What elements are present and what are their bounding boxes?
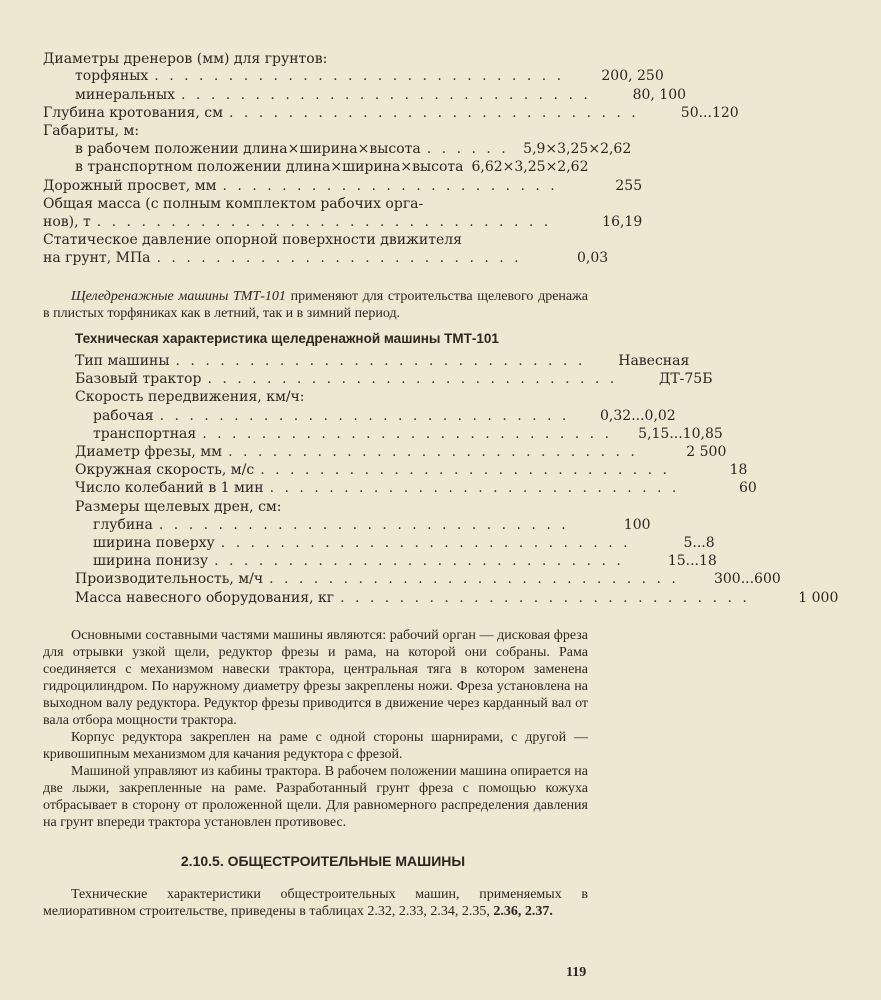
drain-diameters-heading: Диаметры дренеров (мм) для грунтов: bbox=[43, 51, 328, 67]
section-title: 2.10.5. ОБЩЕСТРОИТЕЛЬНЫЕ МАШИНЫ bbox=[180, 853, 466, 869]
paragraph-components: Основными составными частями машины являются: рабочий орган — дисковая фреза для отрывки узкой щели, редуктор фрезы и рама, на которой они собраны. Рама соединяется с механизмом навески трактора, центральная тяга в котором заменена гидроцилиндром. По наружному диаметру фрезы закреплены ножи. Фреза установлена на выходном валу редуктора. Редуктор фрезы приводится в движение через карданный вал от вала отбора мощности трактора. bbox=[43, 628, 588, 728]
total-mass-label-line1: Общая масса (с полным комплектом рабочих орга- bbox=[43, 196, 424, 212]
spec-row-transport-position: в транспортном положении длина×ширина×высота 6,62×3,25×2,62 bbox=[75, 159, 589, 175]
table-row-label: Базовый трактор bbox=[75, 371, 202, 388]
pressure-label-line1: Статическое давление опорной поверхности движителя bbox=[43, 232, 463, 248]
dimensions-heading: Габариты, м: bbox=[43, 123, 140, 139]
spec-row-work-position: в рабочем положении длина×ширина×высота . . . . . . 5,9×3,25×2,62 bbox=[75, 141, 632, 157]
table-row-value: ДТ-75Б bbox=[658, 371, 713, 388]
table-row: рабочая . . . . . . . . . . . . . . . . . . . . . . . . . . . . 0,32...0,02 bbox=[75, 407, 585, 425]
table-row-value: Навесная bbox=[618, 353, 690, 369]
intro-paragraph: Щеледренажные машины ТМТ-101 применяют для строительства щелевого дренажа в плистых торфяниках как в летний, так и в зимний период. bbox=[43, 289, 588, 321]
table-row-value: 0,32...0,02 bbox=[600, 407, 676, 424]
table-row: Производительность, м/ч . . . . . . . . . . . . . . . . . . . . . . . . . . . . 300...600 bbox=[75, 570, 585, 588]
table-title: Техническая характеристика щеледренажной машины ТМТ-101 bbox=[75, 331, 499, 346]
table-row bbox=[75, 498, 585, 516]
table-row-value: 100 bbox=[623, 516, 651, 533]
spec-row-mineral: минеральных . . . . . . . . . . . . . . . . . . . . . . . . . . . . 80, 100 bbox=[75, 87, 687, 103]
table-row: ширина поверху . . . . . . . . . . . . . . . . . . . . . . . . . . . . 5...8 bbox=[75, 534, 585, 552]
paragraph-gearbox: Корпус редуктора закреплен на раме с одной стороны шарнирами, с другой — кривошипным механизмом для качания редуктора с фрезой. bbox=[43, 730, 588, 762]
spec-row-mole-depth: Глубина кротования, см . . . . . . . . . . . . . . . . . . . . . . . . . . . . 50...120 bbox=[43, 105, 739, 121]
table-row-value: 60 bbox=[738, 480, 757, 497]
table-row: глубина . . . . . . . . . . . . . . . . . . . . . . . . . . . . 100 bbox=[75, 516, 585, 534]
table-row: Окружная скорость, м/с . . . . . . . . . . . . . . . . . . . . . . . . . . . . 18 bbox=[75, 461, 585, 479]
table-row: Число колебаний в 1 мин . . . . . . . . . . . . . . . . . . . . . . . . . . . . 60 bbox=[75, 479, 585, 497]
table-row-value: 18 bbox=[729, 462, 748, 479]
table-row-label: Диаметр фрезы, мм bbox=[75, 444, 223, 460]
table-row-label: Окружная скорость, м/с bbox=[75, 462, 255, 479]
table-row-label: ширина понизу bbox=[93, 553, 209, 570]
table-row-label: транспортная bbox=[93, 425, 197, 442]
table-row-value: 1 000 bbox=[798, 589, 839, 606]
table-row: ширина понизу . . . . . . . . . . . . . . . . . . . . . . . . . . . . 15...18 bbox=[75, 552, 585, 570]
paragraph-general-machines: Технические характеристики общестроительных машин, применяемых в мелиоративном строительстве, приведены в таблицах 2.32, 2.33, 2.34, 2.35, 2.36, 2.37. bbox=[43, 887, 588, 919]
table-row: Базовый трактор . . . . . . . . . . . . . . . . . . . . . . . . . . . . ДТ-75Б bbox=[75, 370, 585, 388]
table-row-label: Число колебаний в 1 мин bbox=[75, 480, 264, 497]
table-row-value: 2 500 bbox=[686, 444, 727, 460]
table-row-value: 300...600 bbox=[713, 571, 781, 588]
table-row: Тип машины . . . . . . . . . . . . . . . . . . . . . . . . . . . . Навесная bbox=[75, 352, 585, 370]
spec-row-pressure: на грунт, МПа . . . . . . . . . . . . . . . . . . . . . . . . . 0,03 bbox=[43, 250, 609, 266]
spec-row-peat: торфяных . . . . . . . . . . . . . . . . . . . . . . . . . . . . 200, 250 bbox=[75, 68, 664, 84]
spec-row-total-mass: нов), т . . . . . . . . . . . . . . . . . . . . . . . . . . . . . . . 16,19 bbox=[43, 214, 643, 230]
page-number: 119 bbox=[566, 965, 587, 980]
table-row bbox=[75, 388, 585, 406]
table-row-label: ширина поверху bbox=[93, 535, 215, 551]
table-row-label: Масса навесного оборудования, кг bbox=[75, 589, 335, 606]
table-row-label: Тип машины bbox=[75, 353, 170, 369]
table-row-label: Производительность, м/ч bbox=[75, 571, 264, 588]
spec-row-clearance: Дорожный просвет, мм . . . . . . . . . . . . . . . . . . . . . . . 255 bbox=[43, 178, 643, 194]
table-row: транспортная . . . . . . . . . . . . . . . . . . . . . . . . . . . . 5,15...10,85 bbox=[75, 425, 585, 443]
table-row-value: 5,15...10,85 bbox=[638, 425, 723, 442]
paragraph-control: Машиной управляют из кабины трактора. В рабочем положении машина опирается на две лыжи, закрепленные на раме. Разработанный грунт фреза с помощью кожуха отбрасывает в сторону от проложенной щели. Для равномерного распределения давления на грунт впереди трактора установлен противовес. bbox=[43, 764, 588, 830]
table-row-label: Размеры щелевых дрен, см: bbox=[75, 498, 282, 515]
table-row-label: глубина bbox=[93, 516, 153, 533]
table-row-value: 5...8 bbox=[683, 535, 715, 551]
table-row: Масса навесного оборудования, кг . . . . . . . . . . . . . . . . . . . . . . . . . . . . 1 000 bbox=[75, 589, 585, 607]
table-row-value: 15...18 bbox=[667, 553, 717, 570]
table-row-label: рабочая bbox=[93, 407, 154, 424]
table-row-label: Скорость передвижения, км/ч: bbox=[75, 389, 305, 406]
table-row: Диаметр фрезы, мм . . . . . . . . . . . . . . . . . . . . . . . . . . . . 2 500 bbox=[75, 443, 585, 461]
